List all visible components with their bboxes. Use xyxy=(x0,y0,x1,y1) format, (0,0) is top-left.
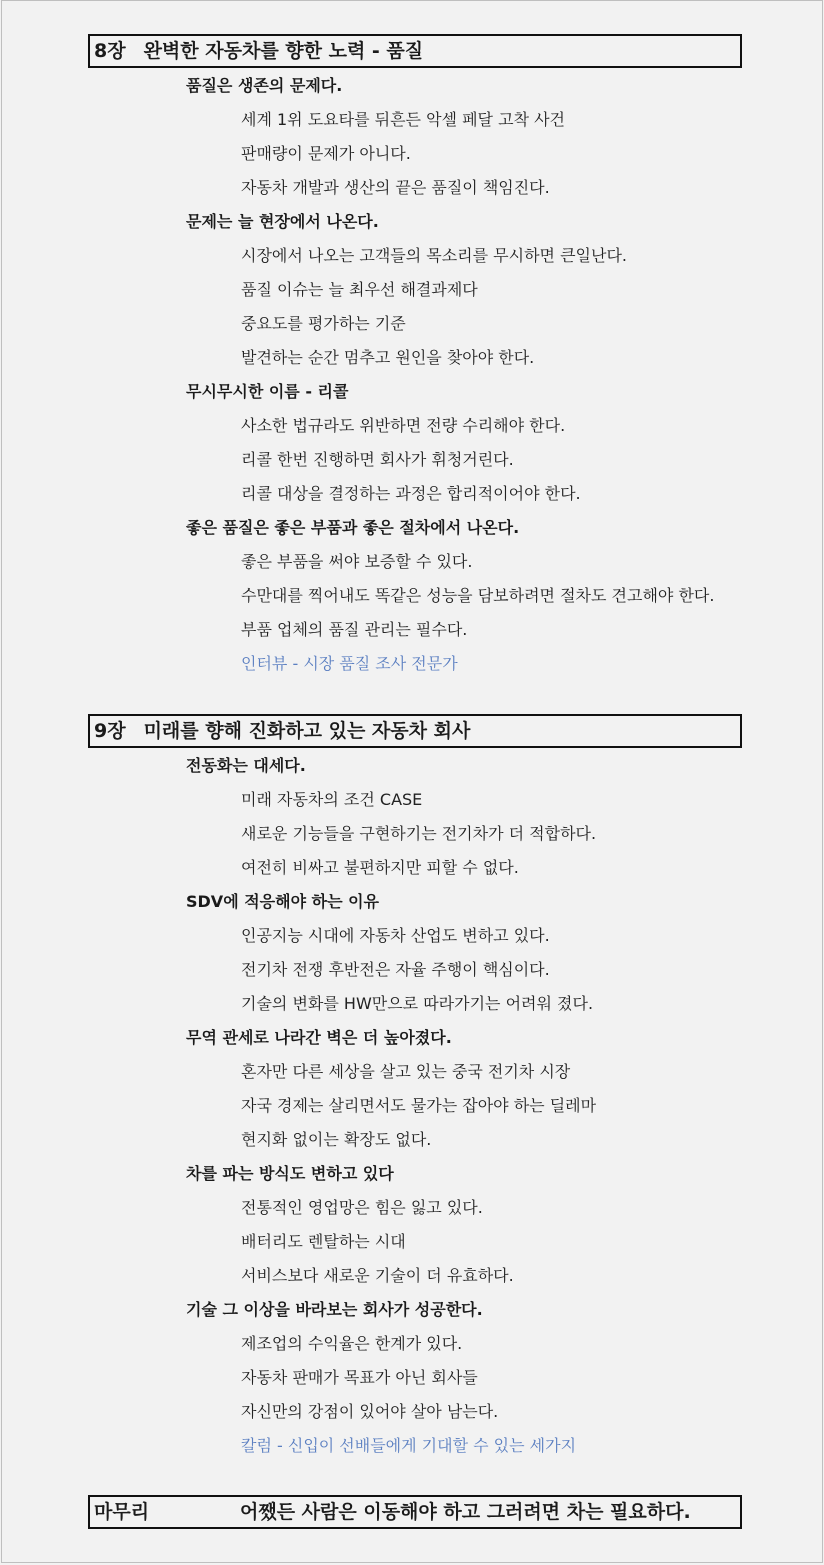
list-item: 좋은 부품을 써야 보증할 수 있다. xyxy=(241,552,473,571)
list-item: 전기차 전쟁 후반전은 자율 주행이 핵심이다. xyxy=(241,960,550,979)
chapter-number: 8장 xyxy=(94,40,126,62)
section-heading: 차를 파는 방식도 변하고 있다 xyxy=(186,1164,394,1183)
list-item: 자동차 판매가 목표가 아닌 회사들 xyxy=(241,1368,478,1387)
list-item: 인공지능 시대에 자동차 산업도 변하고 있다. xyxy=(241,926,550,945)
list-item: 부품 업체의 품질 관리는 필수다. xyxy=(241,620,468,639)
list-item: 배터리도 렌탈하는 시대 xyxy=(241,1232,406,1251)
list-item: 미래 자동차의 조건 CASE xyxy=(241,790,423,809)
list-item: 여전히 비싸고 불편하지만 피할 수 없다. xyxy=(241,858,519,877)
list-item: 품질 이슈는 늘 최우선 해결과제다 xyxy=(241,280,478,299)
section-heading: 기술 그 이상을 바라보는 회사가 성공한다. xyxy=(186,1300,483,1319)
list-item: 자국 경제는 살리면서도 물가는 잡아야 하는 딜레마 xyxy=(241,1096,597,1115)
section-heading: 문제는 늘 현장에서 나온다. xyxy=(186,212,379,231)
list-item: 판매량이 문제가 아니다. xyxy=(241,144,411,163)
list-item: 자신만의 강점이 있어야 살아 남는다. xyxy=(241,1402,499,1421)
list-item: 기술의 변화를 HW만으로 따라가기는 어려워 졌다. xyxy=(241,994,594,1013)
chapter-number: 9장 xyxy=(94,720,126,742)
list-item: 자동차 개발과 생산의 끝은 품질이 책임진다. xyxy=(241,178,550,197)
list-item: 사소한 법규라도 위반하면 전량 수리해야 한다. xyxy=(241,416,566,435)
list-item: 중요도를 평가하는 기준 xyxy=(241,314,406,333)
list-item: 세계 1위 도요타를 뒤흔든 악셀 페달 고착 사건 xyxy=(241,110,565,129)
section-heading: 좋은 품질은 좋은 부품과 좋은 절차에서 나온다. xyxy=(186,518,520,537)
list-item: 시장에서 나오는 고객들의 목소리를 무시하면 큰일난다. xyxy=(241,246,628,265)
section-heading: 무시무시한 이름 - 리콜 xyxy=(186,382,349,401)
closing-label: 마무리 xyxy=(94,1501,150,1523)
column-link[interactable]: 칼럼 - 신입이 선배들에게 기대할 수 있는 세가지 xyxy=(241,1436,577,1455)
closing-heading xyxy=(88,1495,742,1529)
interview-link[interactable]: 인터뷰 - 시장 품질 조사 전문가 xyxy=(241,654,458,673)
list-item: 리콜 한번 진행하면 회사가 휘청거린다. xyxy=(241,450,514,469)
section-heading: 품질은 생존의 문제다. xyxy=(186,76,343,95)
chapter-heading xyxy=(88,714,742,748)
page-frame xyxy=(1,0,823,1563)
chapter-heading xyxy=(88,34,742,68)
section-heading: SDV에 적응해야 하는 이유 xyxy=(186,892,380,911)
list-item: 혼자만 다른 세상을 살고 있는 중국 전기차 시장 xyxy=(241,1062,571,1081)
section-heading: 전동화는 대세다. xyxy=(186,756,306,775)
list-item: 새로운 기능들을 구현하기는 전기차가 더 적합하다. xyxy=(241,824,597,843)
list-item: 제조업의 수익율은 한계가 있다. xyxy=(241,1334,463,1353)
list-item: 현지화 없이는 확장도 없다. xyxy=(241,1130,432,1149)
list-item: 수만대를 찍어내도 똑같은 성능을 담보하려면 절차도 견고해야 한다. xyxy=(241,586,715,605)
chapter-title: 완벽한 자동차를 향한 노력 - 품질 xyxy=(143,40,424,62)
list-item: 전통적인 영업망은 힘은 잃고 있다. xyxy=(241,1198,483,1217)
section-heading: 무역 관세로 나라간 벽은 더 높아졌다. xyxy=(186,1028,452,1047)
chapter-title: 미래를 향해 진화하고 있는 자동차 회사 xyxy=(143,720,471,742)
list-item: 서비스보다 새로운 기술이 더 유효하다. xyxy=(241,1266,514,1285)
list-item: 발견하는 순간 멈추고 원인을 찾아야 한다. xyxy=(241,348,535,367)
list-item: 리콜 대상을 결정하는 과정은 합리적이어야 한다. xyxy=(241,484,581,503)
closing-title: 어쨌든 사람은 이동해야 하고 그러려면 차는 필요하다. xyxy=(240,1501,691,1523)
